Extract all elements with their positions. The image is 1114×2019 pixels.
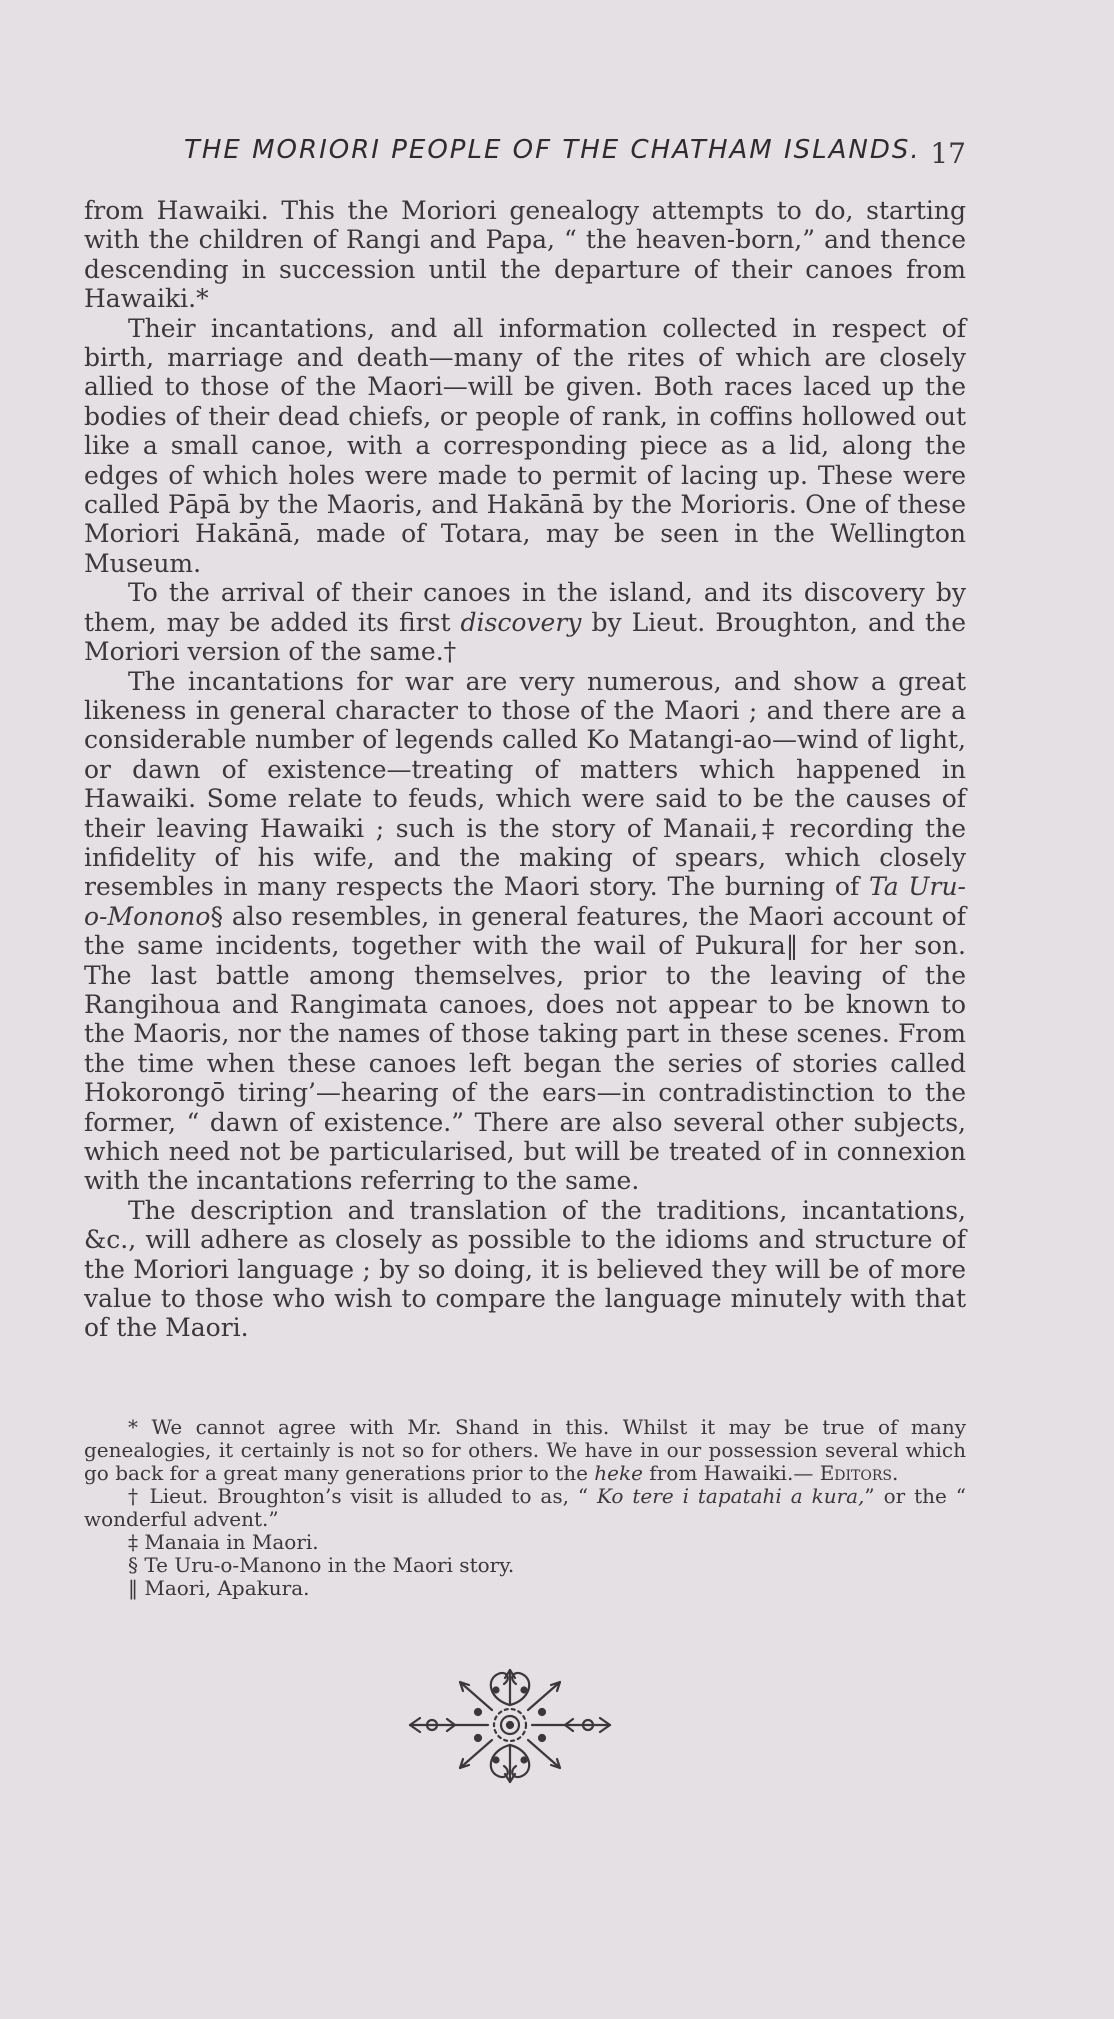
paragraph-3	[84, 578, 966, 666]
paragraph-2: Their incantations, and all information collected in respect of birth, marriage and death—many of the rites of which are closely allied to those of the Maori—will be given. Both races laced up the bodies of their dead chiefs, or people of rank, in coffins hollowed out like a small canoe, with a corresponding piece as a lid, along the edges of which holes were made to permit of lacing up. These were called Pāpā by the Maoris, and Hakānā by the Morioris. One of these Moriori Hakānā, made of Totara, may be seen in the Wellington Museum.	[84, 313, 966, 578]
page-number: 17	[930, 137, 966, 170]
running-title: THE MORIORI PEOPLE OF THE CHATHAM ISLANDS.	[184, 135, 921, 165]
footnote-3: ‡ Manaia in Maori.	[128, 1530, 319, 1554]
paragraph-1: from Hawaiki. This the Moriori genealogy attempts to do, starting with the children of Rangi and Papa, “ the heaven-born,” and thence descending in succession until the departure of their canoes from Hawaiki.*	[84, 196, 966, 314]
footnote-1-text-a: * We cannot agree with Mr. Shand in this. Whilst it may be true of many genealogies, it certainly is not so for others. We have in our possession several which go back for a great many generations prior to the	[84, 1415, 966, 1485]
footnotes	[84, 1416, 966, 1600]
footnote-1-emphasis: heke	[594, 1461, 643, 1485]
paragraph-4-text-a: The incantations for war are very numerous, and show a great likeness in general character to those of the Maori ; and there are a considerable number of legends called Ko Matangi-ao—wind of light, or dawn of existence—treating of matters which happened in Hawaiki. Some relate to feuds, which were said to be the causes of their leaving Hawaiki ; such is the story of Manaii,‡ recording the infidelity of his wife, and the making of spears, which closely resembles in many respects the Maori story. The burning of	[84, 666, 966, 902]
paragraph-5: The description and translation of the traditions, incantations, &c., will adhere as closely as possible to the idioms and structure of the Moriori language ; by so doing, it is believed they will be of more value to those who wish to compare the language minutely with that of the Maori.	[84, 1195, 966, 1343]
paragraph-3-text-b: by Lieut. Broughton, and the Moriori version of the same.†	[84, 607, 966, 667]
footnote-1-text-b: from Hawaiki.—	[642, 1461, 814, 1485]
paragraph-4	[84, 667, 966, 1196]
paragraph-4-text-b: § also resembles, in general features, the Maori account of the same incidents, together with the wail of Pukura‖ for her son. The last battle among themselves, prior to the leaving of the Rangihoua and Rangimata canoes, does not appear to be known to the Maoris, nor the names of those taking part in these scenes. From the time when these canoes left began the series of stories called Hokorongō tiring’—hearing of the ears—in contradistinction to the former, “ dawn of existence.” There are also several other subjects, which need not be particularised, but will be treated of in connexion with the incantations referring to the same.	[84, 901, 966, 1196]
footnote-1	[84, 1416, 966, 1485]
footnote-4: § Te Uru-o-Manono in the Maori story.	[128, 1553, 515, 1577]
page-header	[84, 135, 966, 179]
footnote-5: ‖ Maori, Apakura.	[128, 1576, 310, 1600]
decorative-ornament-icon	[400, 1660, 620, 1790]
footnote-2-text-a: † Lieut. Broughton’s visit is alluded to as, “	[128, 1484, 598, 1508]
footnote-2-text-b: ” or the “ wonderful advent.”	[84, 1484, 966, 1531]
footnote-2	[84, 1485, 966, 1531]
paragraph-3-text-a: To the arrival of their canoes in the island, and its discovery by them, may be added its first	[84, 578, 966, 637]
footnote-1-signature: Editors.	[819, 1461, 899, 1485]
footnote-2-emphasis: Ko tere i tapatahi a kura,	[597, 1484, 865, 1508]
main-text	[84, 196, 966, 1343]
paragraph-4-emphasis: Ta Uru-o-Monono	[84, 872, 966, 931]
paragraph-3-emphasis: discovery	[460, 607, 582, 637]
